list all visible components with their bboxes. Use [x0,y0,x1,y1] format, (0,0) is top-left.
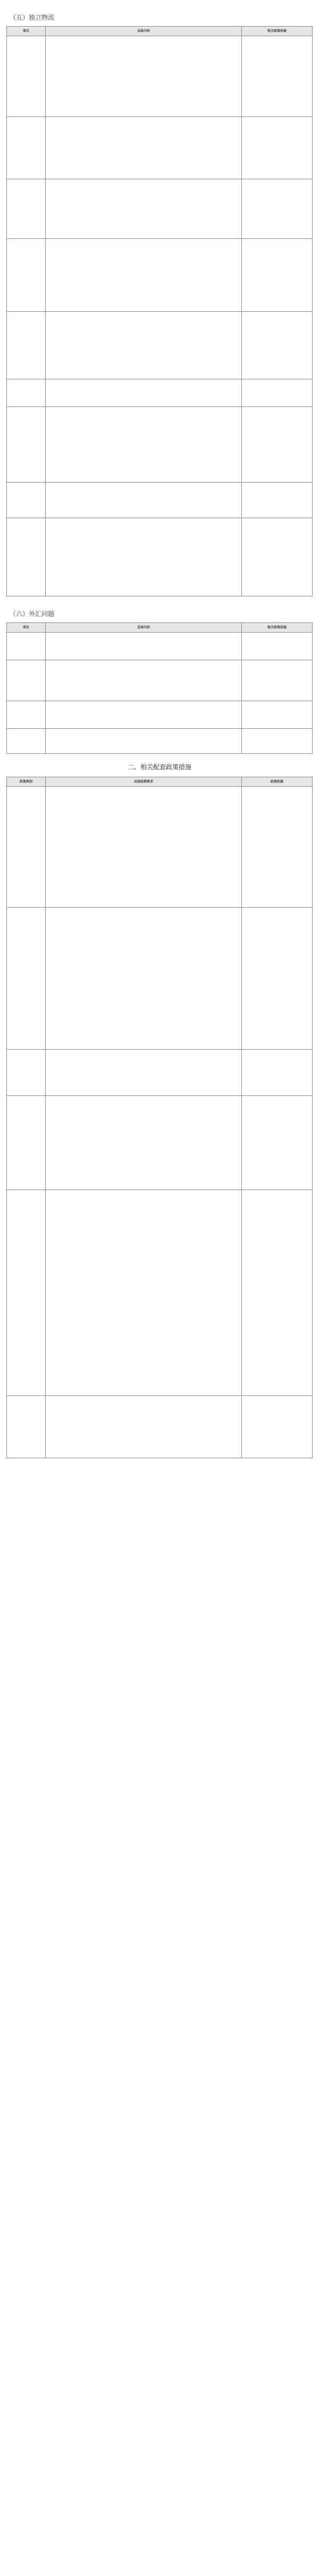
table-row [7,407,313,483]
table-row [7,701,313,729]
header-cell: 项目 [7,623,46,633]
table-row [7,908,313,1050]
table-row [7,312,313,379]
header-cell: 政策类别 [7,777,46,787]
table-row [7,787,313,908]
table-row [7,633,313,660]
table-row [7,379,313,407]
table-1 [6,26,313,596]
table-row [7,1190,313,1396]
section-title-1: （五）独立物流 [10,14,55,21]
table-row [7,1096,313,1190]
header-cell: 具体政策要求 [46,777,242,787]
table-row [7,660,313,701]
section-title-2: （六）外汇问题 [10,610,55,618]
table-row [7,179,313,239]
table-row [7,36,313,117]
header-cell: 具体内容 [46,27,242,36]
table-row [7,518,313,596]
header-cell: 相关政策依据 [242,623,313,633]
header-cell: 政策依据 [242,777,313,787]
table-row [7,117,313,179]
header-cell: 项目 [7,27,46,36]
table-row [7,729,313,754]
table-3 [6,777,313,1458]
section-title-3: 二、相关配套政策措施 [127,763,191,771]
header-cell: 具体内容 [46,623,242,633]
table-2 [6,622,313,754]
table-row [7,239,313,312]
table-row [7,1396,313,1458]
table-row [7,483,313,518]
table-row [7,1050,313,1096]
header-cell: 相关政策依据 [242,27,313,36]
